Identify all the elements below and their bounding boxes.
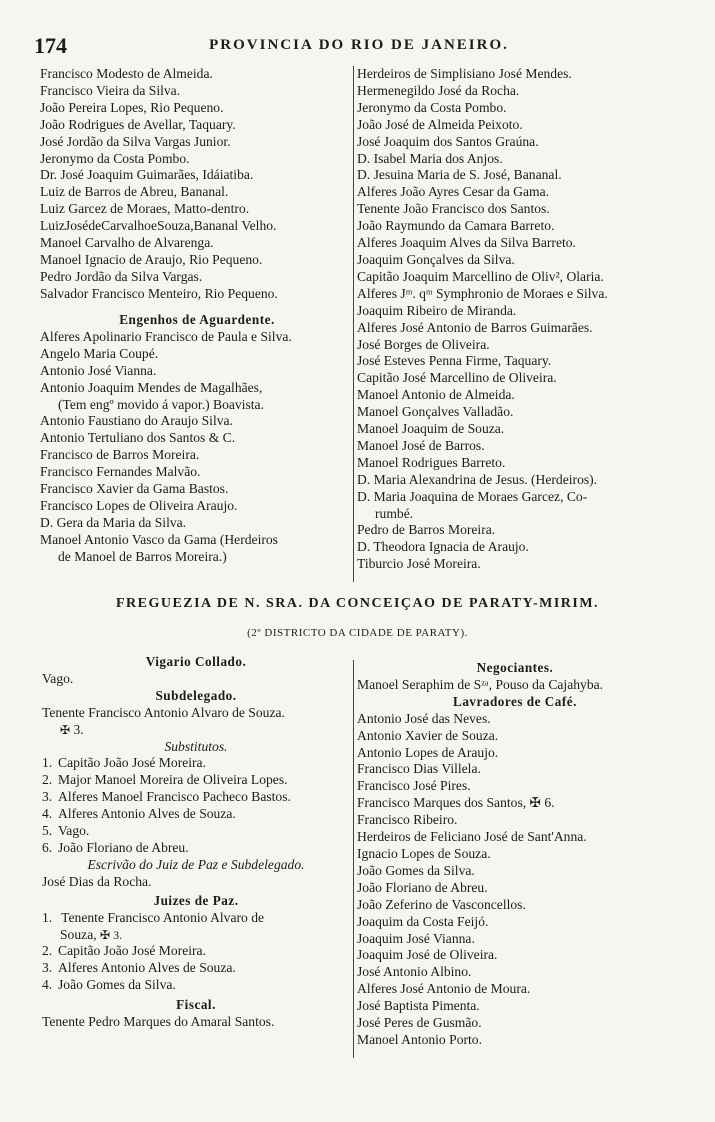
item-text: Vago. <box>58 823 90 839</box>
list-item: D. Maria Joaquina de Moraes Garcez, Co- <box>357 488 588 504</box>
list-item: Alferes José Antonio de Moura. <box>357 981 531 997</box>
top-left-column <box>40 66 354 303</box>
list-item: Francisco Ribeiro. <box>357 812 458 828</box>
list-item: 1. Tenente Francisco Antonio Alvaro de <box>42 909 265 925</box>
list-item: Manoel Antonio Porto. <box>357 1031 482 1047</box>
list-item: Antonio José Vianna. <box>40 362 157 378</box>
list-item: Angelo Maria Coupé. <box>40 345 159 361</box>
item-text: Alferes Antonio Alves de Souza. <box>58 806 236 822</box>
list-item: Herdeiros de Feliciano José de Sant'Anna. <box>357 829 587 845</box>
subdelegado-decoration <box>42 722 350 739</box>
page-title: PROVINCIA DO RIO DE JANEIRO. <box>209 37 509 53</box>
list-item: Joaquim Ribeiro de Miranda. <box>357 302 517 318</box>
subdelegado-name: Tenente Francisco Antonio Alvaro de Souza. <box>42 704 285 720</box>
escrivao-value: José Dias da Rocha. <box>42 873 152 889</box>
list-item: José Peres de Gusmão. <box>357 1015 482 1031</box>
escrivao-heading: Escrivão do Juiz de Paz e Subdelegado. <box>87 856 305 872</box>
list-item <box>42 927 350 944</box>
item-number: 2. <box>42 772 53 788</box>
list-item: Francisco de Barros Moreira. <box>40 447 200 463</box>
list-item: de Manoel de Barros Moreira.) <box>58 548 227 564</box>
decoration-count: 3. <box>73 721 84 737</box>
list-item: Tiburcio José Moreira. <box>357 556 481 572</box>
list-item: Manoel Carvalho de Alvarenga. <box>40 235 214 251</box>
juizes-heading: Juizes de Paz. <box>153 892 239 908</box>
list-item: José Borges de Oliveira. <box>357 336 490 352</box>
list-item: Antonio Joaquim Mendes de Magalhães, <box>40 379 263 395</box>
cross-order-icon: ✠ 3. <box>100 927 123 942</box>
list-item: Pedro Jordão da Silva Vargas. <box>40 268 203 284</box>
item-number: 2. <box>42 943 53 959</box>
list-item: Dr. José Joaquim Guimarães, Idáiatiba. <box>40 167 254 183</box>
item-number: 5. <box>42 823 53 839</box>
list-item <box>42 806 350 823</box>
list-item: Manoel Ignacio de Araujo, Rio Pequeno. <box>40 251 263 267</box>
list-item: Tenente João Francisco dos Santos. <box>357 201 550 217</box>
item-text: Major Manoel Moreira de Oliveira Lopes. <box>58 772 288 788</box>
list-item: Manoel Gonçalves Valladão. <box>357 404 514 420</box>
list-item: João Pereira Lopes, Rio Pequeno. <box>40 99 224 115</box>
list-item: Joaquim José Vianna. <box>357 930 475 946</box>
list-item <box>42 840 350 857</box>
list-item: Francisco Vieira da Silva. <box>40 82 181 98</box>
list-item: Salvador Francisco Menteiro, Rio Pequeno. <box>40 285 278 301</box>
item-number: 4. <box>42 806 53 822</box>
list-item: José Antonio Albino. <box>357 964 472 980</box>
list-item: Pedro de Barros Moreira. <box>357 522 496 538</box>
list-item: João Rodrigues de Avellar, Taquary. <box>40 116 236 132</box>
list-item: Manoel Antonio Vasco da Gama (Herdeiros <box>40 531 278 547</box>
page-header <box>34 33 684 59</box>
list-item <box>42 943 350 960</box>
item-number: 1. <box>42 755 53 771</box>
list-item: D. Isabel Maria dos Anjos. <box>357 150 503 166</box>
list-item: João Zeferino de Vasconcellos. <box>357 896 526 912</box>
item-text: Alferes Antonio Alves de Souza. <box>58 960 236 976</box>
negociantes-heading: Negociantes. <box>476 660 554 675</box>
list-item: Alferes Apolinario Francisco de Paula e Silva. <box>40 328 292 344</box>
list-item <box>42 755 350 772</box>
fiscal-value: Tenente Pedro Marques do Amaral Santos. <box>42 1014 275 1030</box>
cross-order-icon: ✠ <box>60 722 71 737</box>
section-title: FREGUEZIA DE N. SRA. DA CONCEIÇAO DE PARATY-MIRIM. <box>115 596 600 611</box>
list-item: Francisco Dias Villela. <box>357 761 481 777</box>
list-item: (Tem engº movido á vapor.) Boavista. <box>58 396 264 412</box>
list-item <box>42 823 350 840</box>
list-item: Francisco José Pires. <box>357 778 471 794</box>
column-divider-bottom <box>353 660 354 1058</box>
list-item: Jeronymo da Costa Pombo. <box>40 150 190 166</box>
list-item <box>42 977 350 994</box>
item-number: 3. <box>42 960 53 976</box>
list-item: José Jordão da Silva Vargas Junior. <box>40 133 231 149</box>
item-text: João Gomes da Silva. <box>58 977 176 993</box>
list-item: Francisco Modesto de Almeida. <box>40 66 213 81</box>
list-item: João Floriano de Abreu. <box>357 879 488 895</box>
juiz-1-line-a: Tenente Francisco Antonio Alvaro de <box>61 909 265 925</box>
list-item: Alferes Jᵐ. qᵐ Symphronio de Moraes e Silva. <box>357 285 608 301</box>
list-item: Manoel Rodrigues Barreto. <box>357 454 506 470</box>
list-item: João José de Almeida Peixoto. <box>357 116 523 132</box>
list-item: Joaquim Gonçalves da Silva. <box>357 251 515 267</box>
list-item: Manoel Antonio de Almeida. <box>357 387 515 403</box>
engenhos-heading: Engenhos de Aguardente. <box>119 312 275 327</box>
list-item: Francisco Fernandes Malvão. <box>40 464 201 480</box>
list-item: Hermenegildo José da Rocha. <box>357 82 520 98</box>
substitutos-heading: Substitutos. <box>164 738 228 754</box>
list-item: D. Jesuina Maria de S. José, Bananal. <box>357 167 562 183</box>
list-item: Antonio José das Neves. <box>357 710 491 726</box>
list-item: Luiz Garcez de Moraes, Matto-dentro. <box>40 201 250 217</box>
list-item: Francisco Lopes de Oliveira Araujo. <box>40 497 238 513</box>
list-item: Antonio Lopes de Araujo. <box>357 744 499 760</box>
list-item: Antonio Xavier de Souza. <box>357 727 499 743</box>
engenhos-column <box>40 312 354 566</box>
list-item: Joaquim da Costa Feijó. <box>357 913 489 929</box>
negociantes-value: Manoel Seraphim de Sᶻᵃ, Pouso da Cajahyba. <box>357 676 604 692</box>
item-number: 6. <box>42 839 53 855</box>
list-item: Ignacio Lopes de Souza. <box>357 845 491 861</box>
list-item: Antonio Faustiano do Araujo Silva. <box>40 413 233 429</box>
list-item: Manoel Joaquim de Souza. <box>357 421 505 437</box>
list-item: Luiz de Barros de Abreu, Bananal. <box>40 184 229 200</box>
bottom-right-column <box>357 660 673 1049</box>
item-text: João Floriano de Abreu. <box>58 839 189 855</box>
section-subtitle: (2º DISTRICTO DA CIDADE DE PARATY). <box>247 627 468 639</box>
list-item: Alferes Joaquim Alves da Silva Barreto. <box>357 235 576 251</box>
vigario-value: Vago. <box>42 670 74 686</box>
item-number: 3. <box>42 789 53 805</box>
list-item: Joaquim José de Oliveira. <box>357 947 498 963</box>
list-item: João Raymundo da Camara Barreto. <box>357 218 555 234</box>
column-divider-top <box>353 66 354 582</box>
list-item: Jeronymo da Costa Pombo. <box>357 99 507 115</box>
list-item: Francisco Marques dos Santos, ✠ 6. <box>357 795 555 811</box>
item-text: Capitão João José Moreira. <box>58 943 206 959</box>
list-item: Francisco Xavier da Gama Bastos. <box>40 481 229 497</box>
item-text: Alferes Manoel Francisco Pacheco Bastos. <box>58 789 291 805</box>
list-item: Alferes José Antonio de Barros Guimarães. <box>357 319 593 335</box>
vigario-heading: Vigario Collado. <box>145 654 247 669</box>
list-item: Capitão Joaquim Marcellino de Oliv², Olaria. <box>357 268 604 284</box>
juiz-1-line-b: Souza, <box>60 926 97 942</box>
list-item: D. Maria Alexandrina de Jesus. (Herdeiros). <box>357 471 598 487</box>
list-item: Herdeiros de Simplisiano José Mendes. <box>357 66 572 81</box>
item-text: Capitão João José Moreira. <box>58 755 206 771</box>
list-item: José Esteves Penna Firme, Taquary. <box>357 353 552 369</box>
list-item: LuizJosédeCarvalhoeSouza,Bananal Velho. <box>40 218 277 234</box>
fiscal-heading: Fiscal. <box>176 997 216 1013</box>
list-item: Capitão José Marcellino de Oliveira. <box>357 370 557 386</box>
page-number: 174 <box>34 33 67 58</box>
list-item: Antonio Tertuliano dos Santos & C. <box>40 430 236 446</box>
list-item: D. Theodora Ignacia de Araujo. <box>357 539 529 555</box>
list-item: João Gomes da Silva. <box>357 862 475 878</box>
item-number: 4. <box>42 977 53 993</box>
list-item <box>42 960 350 977</box>
list-item: D. Gera da Maria da Silva. <box>40 514 187 530</box>
list-item: Manoel José de Barros. <box>357 437 485 453</box>
list-item: José Baptista Pimenta. <box>357 998 480 1014</box>
list-item: rumbé. <box>375 505 414 521</box>
list-item: Alferes João Ayres Cesar da Gama. <box>357 184 550 200</box>
subdelegado-heading: Subdelegado. <box>155 687 237 703</box>
list-item <box>42 772 350 789</box>
list-item <box>42 789 350 806</box>
top-right-column <box>357 66 673 573</box>
bottom-left-column <box>42 654 350 1031</box>
list-item: José Joaquim dos Santos Graúna. <box>357 133 539 149</box>
lavradores-heading: Lavradores de Café. <box>453 693 577 709</box>
